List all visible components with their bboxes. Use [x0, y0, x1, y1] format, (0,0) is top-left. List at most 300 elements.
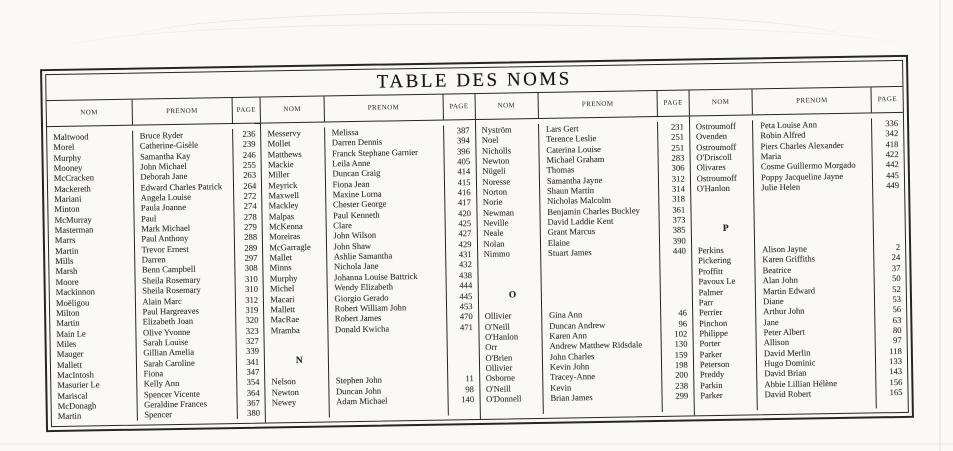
group-body [261, 120, 479, 422]
cell-page: 347 [246, 366, 260, 377]
cell-nom: Palmer [698, 286, 724, 297]
cell-prenom: Spencer [144, 409, 173, 420]
cell-page: 429 [458, 238, 472, 250]
cell-page: 97 [892, 335, 902, 346]
cell-page: 342 [885, 128, 899, 139]
cell-page: 414 [457, 166, 471, 177]
cell-nom: Masurier Le [57, 379, 100, 391]
index-group-1 [47, 98, 266, 426]
cell-nom: Norie [482, 196, 503, 208]
cell-page: 308 [244, 263, 258, 274]
cell-page: 432 [458, 259, 472, 270]
blank-cell [661, 266, 692, 277]
cell-prenom: Spencer Vicente [143, 388, 200, 400]
index-group-4 [688, 87, 908, 415]
cell-prenom: Catherine-Gisèle [139, 139, 199, 151]
cell-nom: Mackie [267, 159, 294, 170]
cell-page: 96 [678, 318, 688, 329]
cell-nom: Mackereth [53, 183, 91, 194]
cell-prenom: Gina Ann [548, 309, 583, 321]
cell-prenom: Shaun Martin [546, 185, 595, 196]
cell-page: 453 [459, 300, 473, 312]
cell-nom: McDonagh [57, 400, 97, 411]
cell-page: 2 [895, 242, 901, 253]
cell-page: 339 [246, 345, 260, 357]
prenom-column [133, 129, 238, 420]
blank-cell [660, 256, 691, 267]
cell-prenom: Piers Charles Alexander [760, 139, 844, 151]
cell-prenom: Maria [760, 150, 782, 162]
cell-prenom: John Shaw [333, 240, 372, 252]
cell-nom: Maxwell [268, 190, 300, 201]
cell-prenom: Giorgio Gerado [334, 291, 389, 303]
cell-nom: Newey [271, 396, 297, 408]
group-header [47, 98, 261, 128]
column-header-page: PAGE [663, 98, 683, 107]
cell-prenom: Clare [333, 220, 352, 231]
cell-prenom: Paul Hargreaves [142, 305, 200, 317]
cell-prenom: Gillian Amelia [143, 346, 195, 358]
cell-prenom: Michael Graham [546, 153, 605, 165]
cell-prenom: Benn Campbell [141, 264, 196, 276]
cell-nom: McGarragle [269, 241, 311, 253]
page-column [872, 118, 907, 408]
blank-cell [874, 232, 905, 243]
cell-prenom: Kevin John [549, 361, 590, 372]
cell-prenom: Fiona [143, 368, 164, 379]
blank-cell [877, 397, 908, 408]
cell-nom: Mooney [53, 162, 83, 174]
prenom-column [539, 122, 663, 414]
cell-nom: Newman [482, 207, 515, 218]
cell-page: 440 [672, 245, 686, 256]
cell-page: 159 [674, 349, 688, 360]
blank-cell [447, 332, 478, 343]
cell-nom: Ovenden [695, 131, 728, 142]
column-header-nom: NOM [689, 89, 753, 115]
index-grid [47, 87, 908, 426]
blank-cell [874, 221, 905, 232]
index-group-3 [474, 90, 694, 418]
cell-nom: Nyström [481, 124, 512, 135]
cell-nom: O'Driscoll [696, 151, 732, 163]
cell-nom: O'Hanlon [484, 331, 519, 342]
cell-nom: Minns [269, 262, 292, 273]
cell-prenom: John Michael [140, 160, 187, 172]
cell-nom: Pickering [697, 255, 732, 266]
cell-page: 314 [671, 183, 685, 194]
cell-nom: Murphy [269, 272, 298, 284]
table-inner-border [45, 60, 909, 427]
cell-prenom: Thomas [546, 164, 575, 176]
cell-prenom: Samantha Kay [139, 150, 191, 162]
cell-page: 390 [672, 235, 686, 246]
cell-nom: Peterson [699, 358, 730, 370]
cell-nom: Mariani [54, 193, 82, 205]
blank-cell [543, 401, 661, 413]
cell-prenom: Caterina Louise [546, 143, 602, 155]
cell-page: 297 [244, 252, 258, 263]
cell-page: 445 [459, 290, 473, 301]
cell-prenom: Beatrice [762, 264, 792, 276]
cell-page: 336 [885, 118, 899, 129]
cell-page: 427 [458, 228, 472, 239]
cell-page: 327 [245, 335, 259, 346]
cell-prenom: Allison [763, 337, 790, 348]
cell-nom: Moëligou [55, 296, 90, 308]
cell-page: 272 [243, 190, 257, 201]
cell-page: 320 [245, 314, 259, 326]
cell-page: 438 [459, 269, 473, 281]
blank-cell [266, 407, 328, 418]
cell-nom: Martin [56, 317, 80, 329]
cell-prenom: Mark Michael [141, 222, 191, 234]
cell-prenom: Diane [762, 295, 784, 307]
cell-nom: Mills [55, 255, 74, 267]
cell-page: 239 [242, 139, 256, 150]
column-header-page: PAGE [877, 95, 898, 104]
cell-prenom: Alison Jayne [762, 243, 807, 255]
cell-prenom: Darren Dennis [331, 136, 383, 148]
cell-page: 278 [243, 211, 257, 222]
cell-nom: Mollet [267, 138, 291, 149]
cell-page: 200 [674, 369, 689, 380]
blank-cell [663, 401, 694, 412]
cell-nom: Mallett [56, 359, 82, 370]
cell-prenom: Stephen John [335, 374, 382, 386]
cell-prenom: Leila Anne [332, 157, 371, 169]
cell-prenom: Martin Edward [762, 284, 816, 296]
cell-prenom: Stuart James [547, 247, 592, 258]
cell-prenom: David Merlin [763, 347, 811, 358]
cell-page: 133 [889, 355, 903, 367]
column-header-prenom: PRENOM [753, 87, 873, 114]
cell-page: 418 [885, 138, 899, 149]
cell-nom: Meyrick [268, 179, 298, 191]
cell-prenom: Chester George [332, 198, 387, 210]
cell-page: 367 [246, 397, 260, 408]
cell-prenom: Adam Michael [336, 395, 388, 407]
cell-page: 299 [675, 390, 689, 401]
nom-column [47, 131, 137, 422]
cell-prenom: John Charles [549, 350, 595, 362]
cell-nom: McKenna [268, 220, 303, 232]
cell-prenom: Geraldine Frances [144, 398, 207, 410]
cell-prenom: Franck Stephane Garnier [331, 146, 419, 159]
cell-page: 470 [459, 311, 473, 322]
cell-page: 283 [671, 152, 685, 163]
cell-nom: Parker [699, 348, 723, 359]
cell-page: 289 [244, 242, 258, 253]
cell-nom: Minton [54, 203, 80, 215]
cell-nom: O'Donnell [485, 393, 522, 404]
column-header-nom: NOM [475, 93, 539, 119]
blank-cell [874, 201, 905, 212]
cell-prenom: Julie Helen [761, 181, 801, 193]
group-body [47, 124, 265, 426]
cell-prenom: Duncan Andrew [549, 319, 606, 331]
cell-nom: Miller [268, 169, 290, 180]
page-title: TABLE DES NOMS [46, 61, 902, 101]
cell-nom: Mackinnon [55, 286, 95, 298]
cell-nom: Nolan [483, 238, 505, 249]
blank-cell [448, 363, 479, 374]
cell-page: 385 [672, 224, 686, 236]
cell-page: 422 [885, 149, 899, 160]
cell-prenom: Robert William John [334, 302, 407, 314]
cell-prenom: Elaine [547, 237, 570, 248]
cell-prenom: Karen Griffiths [762, 253, 816, 265]
cell-prenom: David Robert [764, 388, 812, 400]
letter-section-heading: N [295, 355, 303, 366]
cell-page: 37 [891, 262, 901, 273]
cell-nom: Michel [269, 283, 295, 294]
cell-page: 52 [892, 283, 901, 294]
scan-page-edge [939, 0, 941, 451]
page-column [444, 125, 479, 415]
cell-nom: Parr [698, 296, 714, 308]
cell-prenom: Elizabeth Joan [142, 315, 194, 327]
cell-prenom: Fiona Jean [332, 178, 370, 190]
cell-prenom: Lars Gert [545, 123, 579, 134]
cell-nom: Mackley [268, 200, 299, 211]
cell-nom: MacIntosh [57, 369, 94, 380]
cell-nom: Noresse [482, 176, 511, 187]
cell-prenom: Samantha Jayne [546, 174, 603, 186]
cell-prenom: Duncan John [335, 385, 382, 396]
cell-nom: Neville [483, 217, 509, 228]
cell-nom: O'Neill [485, 383, 511, 394]
cell-prenom: Alain Marc [142, 295, 182, 307]
cell-page: 264 [243, 180, 257, 191]
cell-page: 310 [244, 283, 259, 295]
cell-nom: Parkin [700, 379, 723, 390]
cell-prenom: Sheila Rosemary [142, 284, 201, 296]
cell-page: 373 [672, 214, 686, 225]
cell-prenom: Peta Louise Ann [760, 119, 818, 131]
cell-page: 405 [457, 156, 471, 167]
cell-page: 46 [678, 307, 688, 318]
cell-nom: Newton [482, 155, 510, 166]
cell-nom: Martin [54, 245, 79, 256]
cell-nom: Perrier [698, 307, 723, 318]
group-body [690, 113, 908, 415]
cell-prenom: Andrew Matthew Ridsdale [549, 339, 643, 352]
cell-prenom: Wendy Elizabeth [334, 281, 394, 293]
cell-page: 471 [459, 321, 473, 332]
cell-prenom: Paul Anthony [141, 233, 189, 245]
blank-cell [758, 398, 876, 410]
cell-page: 417 [457, 197, 471, 208]
cell-page: 445 [885, 169, 900, 180]
cell-page: 63 [892, 314, 902, 325]
cell-page: 238 [675, 380, 689, 391]
nom-column [690, 120, 758, 411]
cell-page: 442 [885, 159, 899, 170]
cell-nom: Mramba [270, 324, 300, 335]
column-header-nom: NOM [47, 100, 133, 126]
cell-nom: Matthews [267, 148, 302, 160]
cell-page: 140 [461, 394, 475, 405]
cell-prenom: Poppy Jacqueline Jayne [760, 170, 844, 182]
cell-page: 80 [892, 324, 902, 335]
cell-prenom: Nichola Jane [333, 261, 379, 272]
cell-nom: Nimmo [483, 248, 511, 260]
blank-cell [661, 297, 692, 308]
cell-page: 53 [892, 293, 902, 304]
cell-prenom: Edward Charles Patrick [140, 180, 223, 193]
blank-cell [874, 190, 905, 201]
scan-artifact-arc [130, 12, 850, 43]
cell-page: 312 [671, 173, 685, 184]
cell-page: 251 [671, 142, 685, 153]
column-header-prenom: PRENOM [538, 91, 658, 118]
cell-page: 198 [674, 359, 688, 370]
cell-prenom: Deborah Jane [140, 171, 188, 182]
cell-prenom: Abbie Lillian Hélène [764, 377, 838, 389]
blank-cell [329, 405, 447, 417]
column-header-nom: NOM [261, 97, 325, 123]
cell-nom: Porter [699, 338, 721, 349]
page-column [658, 121, 693, 411]
cell-nom: Philippe [699, 327, 729, 339]
cell-prenom: Olive Yvonne [142, 326, 191, 338]
column-header-page: PAGE [236, 105, 256, 114]
cell-page: 420 [458, 207, 472, 219]
cell-prenom: Peter Albert [763, 326, 805, 338]
blank-cell [448, 342, 479, 353]
cell-prenom: Sarah Louise [143, 336, 189, 348]
cell-page: 24 [891, 252, 901, 263]
cell-nom: Ostroumoff [696, 172, 737, 184]
cell-nom: Moreiras [269, 231, 301, 242]
cell-nom: Ollivier [485, 362, 513, 373]
cell-nom: Morel [53, 142, 75, 153]
cell-nom: Macari [270, 293, 295, 304]
cell-prenom: Paul Kenneth [333, 209, 380, 221]
cell-nom: Mauger [56, 348, 84, 360]
cell-nom: Proffitt [698, 265, 723, 277]
cell-prenom: Darren [141, 254, 166, 265]
blank-cell [661, 287, 692, 298]
cell-nom: Marsh [55, 266, 78, 277]
cell-nom: Messervy [267, 127, 301, 139]
letter-section-heading: O [508, 289, 517, 300]
cell-prenom: Arthur John [763, 305, 805, 317]
cell-prenom: Tracey-Anne [549, 371, 596, 383]
cell-nom: Neale [483, 227, 504, 239]
blank-cell [448, 353, 479, 364]
group-body [475, 116, 693, 418]
cell-prenom: Paul [140, 213, 157, 224]
cell-page: 288 [244, 232, 258, 243]
cell-nom: Ollivier [484, 310, 512, 322]
cell-nom: Pinchon [699, 317, 728, 328]
cell-prenom: Grant Marcus [547, 226, 596, 238]
cell-page: 449 [886, 180, 900, 191]
cell-page: 50 [891, 273, 901, 284]
cell-nom: Masterman [54, 224, 94, 236]
cell-nom: Mallet [269, 252, 292, 263]
cell-prenom: Johanna Louise Battrick [334, 270, 418, 283]
cell-prenom: Brian James [550, 392, 593, 403]
cell-page: 396 [456, 145, 471, 157]
cell-page: 143 [889, 366, 903, 377]
cell-nom: Malpas [268, 210, 295, 222]
cell-nom: Main Le [56, 328, 86, 339]
nom-column [261, 128, 329, 419]
cell-page: 364 [246, 387, 260, 398]
cell-page: 130 [674, 338, 688, 349]
cell-nom: O'Neill [484, 320, 510, 332]
cell-prenom: Benjamin Charles Buckley [547, 205, 640, 217]
cell-page: 394 [456, 135, 470, 146]
cell-page: 323 [245, 325, 259, 336]
cell-page: 165 [889, 386, 903, 398]
cell-prenom: Robert James [334, 312, 382, 324]
prenom-column [325, 126, 449, 418]
cell-nom: Parker [700, 389, 723, 401]
group-header [689, 87, 903, 117]
scan-artifact-arc [60, 24, 900, 51]
cell-prenom: Sheila Rosemary [141, 274, 201, 286]
cell-prenom: Ashlie Samantha [333, 250, 393, 262]
prenom-column [753, 118, 877, 410]
cell-prenom: Kevin [550, 382, 572, 393]
cell-page: 118 [889, 345, 902, 356]
cell-page: 231 [670, 121, 684, 132]
cell-nom: McMurray [54, 214, 92, 225]
cell-page: 263 [243, 170, 257, 181]
cell-page: 431 [458, 249, 472, 260]
cell-nom: Norton [482, 186, 508, 197]
cell-nom: Marrs [54, 235, 76, 246]
cell-prenom: Paula Joanne [140, 202, 187, 213]
cell-page: 425 [458, 218, 472, 229]
cell-nom: Pavoux Le [698, 275, 736, 287]
cell-nom: Milton [56, 307, 80, 318]
cell-page: 387 [456, 125, 470, 136]
nom-column [476, 124, 544, 415]
group-header [475, 90, 689, 120]
cell-prenom: Angela Louise [140, 191, 192, 203]
cell-page: 415 [457, 176, 471, 188]
cell-prenom: Maxine Lorna [332, 188, 382, 200]
table-outer-border [40, 55, 914, 432]
cell-page: 98 [465, 383, 474, 394]
column-header-prenom: PRENOM [324, 95, 444, 122]
cell-page: 416 [457, 187, 471, 198]
cell-prenom: Duncan Craig [332, 167, 381, 179]
cell-nom: O'Hanlon [696, 182, 731, 194]
cell-page: 156 [889, 376, 903, 387]
cell-nom: Preddy [699, 369, 725, 380]
group-header [261, 94, 475, 124]
blank-cell [449, 404, 480, 415]
column-header-page: PAGE [449, 102, 469, 111]
cell-prenom: Hugo Dominic [764, 357, 816, 369]
cell-nom: Moore [55, 276, 79, 287]
cell-page: 354 [246, 376, 260, 388]
column-header-prenom: PRENOM [132, 98, 233, 125]
cell-nom: Miles [56, 338, 77, 349]
cell-nom: Newton [271, 386, 299, 398]
cell-page: 306 [671, 162, 685, 174]
cell-nom: Murphy [53, 152, 82, 163]
cell-prenom: Robin Alfred [760, 129, 806, 141]
cell-page: 319 [245, 304, 259, 315]
cell-page: 444 [459, 280, 473, 291]
